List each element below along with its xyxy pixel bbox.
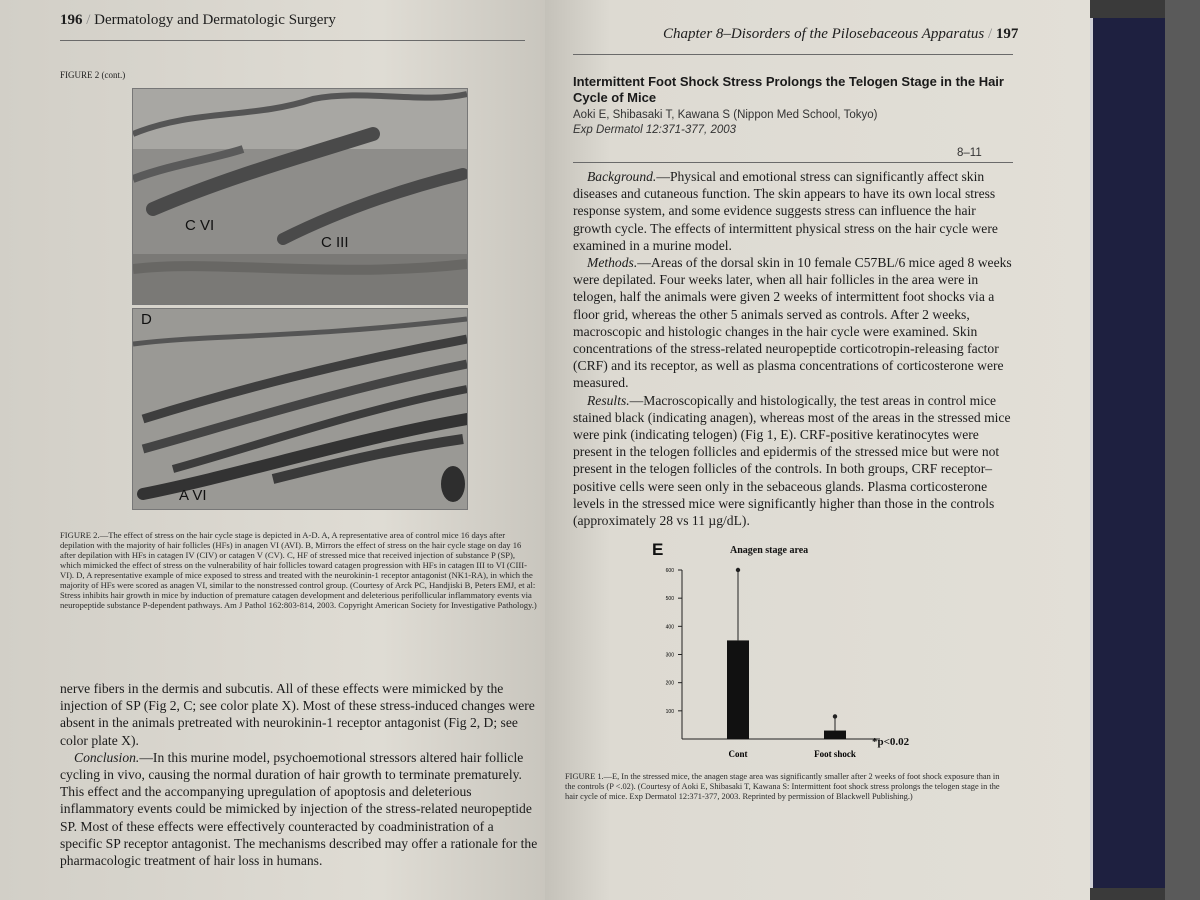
histology-photo-c: [132, 88, 468, 305]
significance-label: *p<0.02: [872, 736, 910, 748]
panel-label-ciii: C III: [321, 234, 349, 251]
table-surface: [1165, 0, 1200, 900]
left-page-number: 196: [60, 12, 83, 28]
results-heading: Results.: [587, 392, 630, 408]
methods-text: —Areas of the dorsal skin in 10 female C57BL/6 mice aged 8 weeks were depilated. Four weeks later, when all hair follicles in the area were in telogen, half the animals were given 2 weeks of intermittent foot shocks via a floor grid, whereas the other 5 animals served as controls. After 2 weeks, macroscopic and histologic changes in the hair cycle were examined. Skin concentrations of the stress-related neuropeptide corticotropin-releasing factor (CRF) and its receptor, as well as plasma concentrations of corticosterone were measured.: [573, 255, 1012, 391]
article-citation: Exp Dermatol 12:371-377, 2003: [573, 124, 737, 136]
bar-0: [727, 640, 749, 739]
right-running-head: Chapter 8–Disorders of the Pilosebaceous Apparatus / 197: [663, 26, 1019, 42]
results-paragraph: [573, 392, 1013, 530]
methods-heading: Methods.: [587, 255, 638, 271]
x-label-group: [728, 749, 855, 759]
methods-paragraph: [573, 254, 1013, 392]
panel-label-cvi: C VI: [185, 217, 215, 234]
right-header-rule: [573, 54, 1013, 55]
error-cap-0: [736, 568, 740, 572]
y-tick-label-500: 500: [665, 596, 674, 603]
y-tick-group: [666, 568, 682, 715]
conclusion-paragraph: [60, 749, 538, 869]
histology-texture-d: [133, 309, 467, 509]
bar-1: [824, 731, 846, 739]
background-heading: Background.: [587, 169, 657, 184]
y-tick-label-400: 400: [665, 624, 674, 631]
figure-label: FIGURE 2 (cont.): [60, 70, 126, 80]
chart-title: Anagen stage area: [730, 545, 809, 556]
panel-label-avi: A VI: [179, 487, 207, 504]
background-paragraph: [573, 168, 1013, 254]
left-page: [0, 0, 545, 900]
conclusion-heading: Conclusion.: [74, 749, 140, 765]
conclusion-text: —In this murine model, psychoemotional stressors altered hair follicle cycling in vivo, causing the normal duration of hair growth to terminate prematurely. This effect and the accompanying upregulation of apoptosis and deleterious inflammatory events could be mimicked by injection of the stress-related neuropeptide SP. Most of these effects were effectively counteracted by coadministration of a specific SP receptor antagonist. The mechanisms described may offer a rationale for the pharmacologic treatment of hair loss in humans.: [60, 749, 538, 869]
left-body-text: [60, 680, 538, 869]
y-tick-label-200: 200: [665, 680, 674, 687]
results-text: —Macroscopically and histologically, the test areas in control mice stained black (indicating anagen), whereas most of the areas in the stressed mice were pink (indicating telogen) (Fig 1, E). CRF-positive keratinocytes were present in the telogen follicles and epidermis of the stressed mice but were not present in the telogen follicles of the controls. In both groups, CRF receptor–positive cells were seen only in the sebaceous glands. Plasma corticosterone levels in the stressed mice were significantly higher than those in the controls (approximately 28 vs 11 µg/dL).: [573, 392, 1011, 529]
right-running-title: Chapter 8–Disorders of the Pilosebaceous Apparatus: [663, 26, 985, 42]
x-label-0: Cont: [728, 749, 748, 759]
article-title: Intermittent Foot Shock Stress Prolongs the Telogen Stage in the Hair Cycle of Mice: [573, 74, 1004, 105]
y-tick-label-100: 100: [665, 708, 674, 715]
left-running-title: Dermatology and Dermatologic Surgery: [94, 12, 336, 28]
panel-label-d: D: [141, 311, 152, 328]
article-authors: Aoki E, Shibasaki T, Kawana S (Nippon Med School, Tokyo): [573, 109, 878, 121]
right-page: [545, 0, 1090, 900]
book-cover-edge: [1090, 18, 1165, 888]
header-rule: [60, 40, 525, 41]
histology-photo-d: [132, 308, 468, 510]
histology-texture-c: [133, 89, 467, 304]
right-page-number: 197: [995, 26, 1019, 42]
chart-panel-letter: E: [652, 540, 664, 559]
y-tick-label-300: 300: [665, 652, 674, 659]
figure1-caption: FIGURE 1.—E, In the stressed mice, the anagen stage area was significantly smaller after 2 weeks of foot shock exposure than in the controls (P <.02). (Courtesy of Aoki E, Shibasaki T, Kawana S: Intermittent foot shock stress prolongs the telogen stage in the hair cycle of mice. Exp Dermatol 12:371-377, 2003. Reprinted by permission of Blackwell Publishing.): [565, 772, 1000, 801]
article-rule: [573, 162, 1013, 163]
anagen-bar-chart: [640, 535, 940, 765]
article-code: 8–11: [957, 147, 982, 159]
left-body-paragraph: nerve fibers in the dermis and subcutis. All of these effects were mimicked by the injection of SP (Fig 2, C; see color plate X). Most of these stress-induced changes were absent in the animals pretreated with neurokinin-1 receptor antagonist (Fig 2, D; see color plate X).: [60, 681, 535, 748]
error-cap-1: [833, 714, 837, 718]
y-tick-label-600: 600: [665, 568, 674, 574]
left-running-head: 196 / Dermatology and Dermatologic Surgery: [60, 12, 336, 28]
background-text: —Physical and emotional stress can significantly affect skin diseases and cutaneous function. The skin appears to have its own local stress response system, and some evidence suggests stress can influence the hair growth cycle. The effects of intermittent physical stress on the hair cycle were examined in a murine model.: [573, 169, 998, 253]
figure2-caption: FIGURE 2.—The effect of stress on the hair cycle stage is depicted in A-D. A, A representative area of control mice 16 days after depilation with the majority of hair follicles (HFs) in anagen VI (AVI). B, Mirrors the effect of stress on the hair cycle stage on day 16 after depilation with HFs in catagen IV (CIV) or catagen V (CV). C, HF of stressed mice that received injection of substance P (SP), which mimicked the effect of stress on the vulnerability of hair follicles toward catagen progression with HFs in catagen III to VI (CIII-VI). D, A representative example of mice exposed to stress and treated with the neurokinin-1 receptor antagonist (NK1-RA), in which the majority of HFs were scored as anagen VI, similar to the nonstressed control group. (Courtesy of Arck PC, Handjiski B, Peters EMJ, et al: Stress inhibits hair growth in mice by induction of premature catagen development and deleterious perifollicular inflammatory events via neuropeptide substance P-dependent pathways. Am J Pathol 162:803-814, 2003. Copyright American Society for Investigative Pathology.): [60, 530, 537, 610]
right-body-text: [573, 168, 1013, 529]
x-label-1: Foot shock: [814, 749, 856, 759]
bar-group: [727, 568, 846, 739]
